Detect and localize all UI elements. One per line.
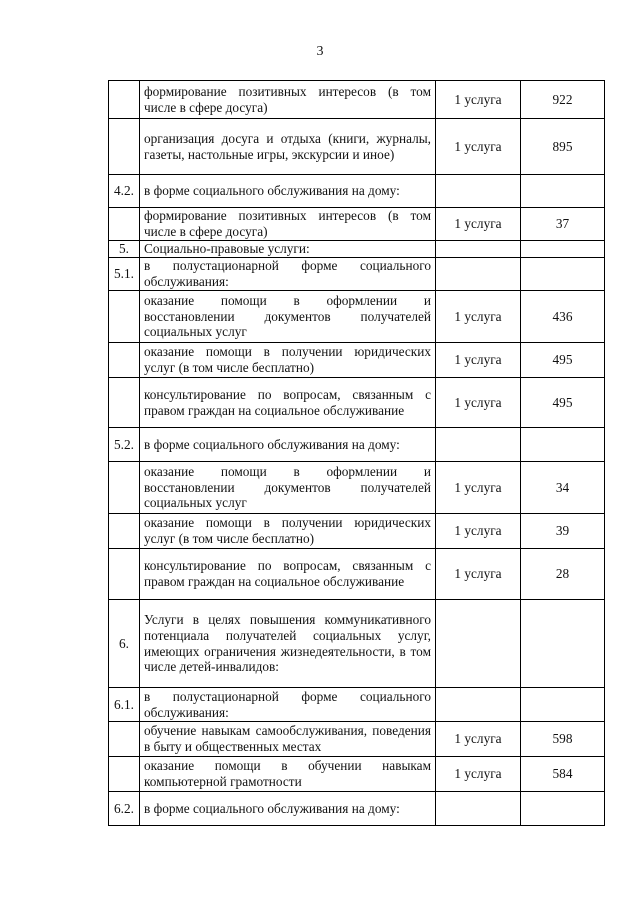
table-row [109, 175, 605, 208]
service-unit: 1 услуга [436, 722, 521, 757]
service-description: в форме социального обслуживания на дому: [140, 175, 436, 208]
service-price: 495 [521, 343, 605, 378]
row-number [109, 343, 140, 378]
row-number [109, 291, 140, 343]
service-description: оказание помощи в обучении навыкам компьютерной грамотности [140, 757, 436, 792]
table-row [109, 343, 605, 378]
service-unit: 1 услуга [436, 549, 521, 600]
service-unit: 1 услуга [436, 119, 521, 175]
service-price [521, 175, 605, 208]
service-description: Услуги в целях повышения коммуникативного потенциала получателей социальных услуг, имеющих ограничения жизнедеятельности, в том числе детей-инвалидов: [140, 600, 436, 688]
service-unit: 1 услуга [436, 208, 521, 241]
row-number: 5.1. [109, 258, 140, 291]
service-price: 28 [521, 549, 605, 600]
service-description: в полустационарной форме социального обслуживания: [140, 258, 436, 291]
row-number [109, 462, 140, 514]
service-unit [436, 258, 521, 291]
service-price: 37 [521, 208, 605, 241]
service-description: консультирование по вопросам, связанным с правом граждан на социальное обслуживание [140, 378, 436, 428]
service-description: консультирование по вопросам, связанным с правом граждан на социальное обслуживание [140, 549, 436, 600]
service-unit: 1 услуга [436, 343, 521, 378]
row-number [109, 378, 140, 428]
service-description: в полустационарной форме социального обслуживания: [140, 688, 436, 722]
service-description: оказание помощи в получении юридических услуг (в том числе бесплатно) [140, 514, 436, 549]
table-row [109, 549, 605, 600]
table-row [109, 241, 605, 258]
service-unit [436, 175, 521, 208]
row-number: 5.2. [109, 428, 140, 462]
table-row [109, 208, 605, 241]
row-number [109, 757, 140, 792]
service-price [521, 428, 605, 462]
service-price: 895 [521, 119, 605, 175]
service-description: Социально-правовые услуги: [140, 241, 436, 258]
row-number [109, 208, 140, 241]
table-row [109, 722, 605, 757]
service-unit: 1 услуга [436, 291, 521, 343]
service-description: в форме социального обслуживания на дому: [140, 428, 436, 462]
table-row [109, 514, 605, 549]
service-price [521, 258, 605, 291]
table-row [109, 462, 605, 514]
service-description: формирование позитивных интересов (в том числе в сфере досуга) [140, 81, 436, 119]
service-price: 39 [521, 514, 605, 549]
service-price: 34 [521, 462, 605, 514]
service-description: оказание помощи в оформлении и восстановлении документов получателей социальных услуг [140, 462, 436, 514]
service-price [521, 241, 605, 258]
service-unit: 1 услуга [436, 81, 521, 119]
row-number [109, 119, 140, 175]
row-number: 5. [109, 241, 140, 258]
row-number [109, 722, 140, 757]
table-row [109, 119, 605, 175]
row-number: 6.2. [109, 792, 140, 826]
row-number: 6. [109, 600, 140, 688]
service-unit: 1 услуга [436, 757, 521, 792]
services-table [108, 80, 605, 826]
table-row [109, 81, 605, 119]
row-number [109, 81, 140, 119]
service-price [521, 600, 605, 688]
service-unit [436, 688, 521, 722]
row-number [109, 549, 140, 600]
table-row [109, 600, 605, 688]
service-description: оказание помощи в оформлении и восстановлении документов получателей социальных услуг [140, 291, 436, 343]
service-unit: 1 услуга [436, 514, 521, 549]
row-number [109, 514, 140, 549]
service-unit: 1 услуга [436, 378, 521, 428]
service-price [521, 792, 605, 826]
row-number: 4.2. [109, 175, 140, 208]
service-price: 598 [521, 722, 605, 757]
service-unit [436, 600, 521, 688]
service-description: оказание помощи в получении юридических услуг (в том числе бесплатно) [140, 343, 436, 378]
services-table-body [109, 81, 605, 826]
service-price: 922 [521, 81, 605, 119]
service-price: 436 [521, 291, 605, 343]
table-row [109, 378, 605, 428]
service-price: 495 [521, 378, 605, 428]
service-unit: 1 услуга [436, 462, 521, 514]
table-row [109, 792, 605, 826]
service-unit [436, 792, 521, 826]
service-description: обучение навыкам самообслуживания, поведения в быту и общественных местах [140, 722, 436, 757]
table-row [109, 258, 605, 291]
service-description: организация досуга и отдыха (книги, журналы, газеты, настольные игры, экскурсии и иное) [140, 119, 436, 175]
table-row [109, 688, 605, 722]
table-row [109, 757, 605, 792]
service-price [521, 688, 605, 722]
table-row [109, 291, 605, 343]
page-number: 3 [316, 44, 324, 59]
service-description: в форме социального обслуживания на дому: [140, 792, 436, 826]
service-price: 584 [521, 757, 605, 792]
service-description: формирование позитивных интересов (в том числе в сфере досуга) [140, 208, 436, 241]
service-unit [436, 428, 521, 462]
row-number: 6.1. [109, 688, 140, 722]
service-unit [436, 241, 521, 258]
table-row [109, 428, 605, 462]
